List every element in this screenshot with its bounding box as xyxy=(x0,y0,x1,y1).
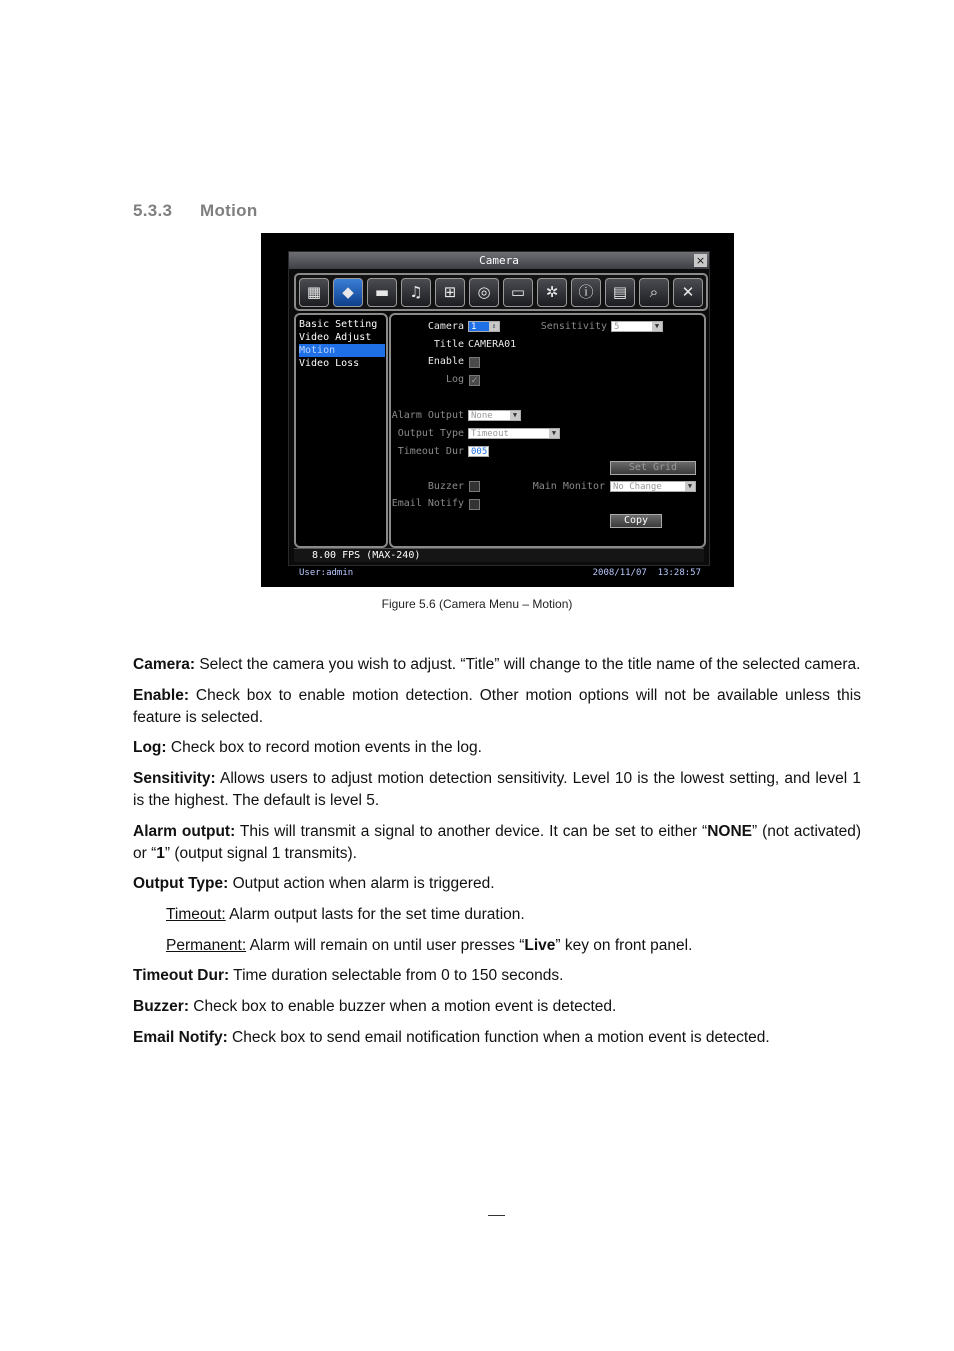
tools-icon[interactable]: ✕ xyxy=(673,278,703,307)
main-monitor-label: Main Monitor xyxy=(532,481,605,492)
output-type-select[interactable] xyxy=(468,428,560,439)
title-value: CAMERA01 xyxy=(468,339,517,350)
spinner-icon: ⇕ xyxy=(489,322,499,331)
main-monitor-select[interactable] xyxy=(610,481,696,492)
desc-buzzer: Check box to enable buzzer when a motion event is detected. xyxy=(188,998,617,1015)
menu-item-video-adjust[interactable]: Video Adjust xyxy=(299,332,372,343)
menu-item-motion[interactable]: Motion xyxy=(299,344,385,357)
term-alarm-output: Alarm output: xyxy=(133,823,236,840)
bold-live: Live xyxy=(524,937,556,954)
buzzer-checkbox[interactable] xyxy=(469,481,480,492)
desc-permanent-1: Alarm will remain on until user presses “ xyxy=(246,937,525,954)
chevron-down-icon: ▼ xyxy=(685,482,695,491)
term-timeout: Timeout: xyxy=(166,906,226,923)
camera-select[interactable] xyxy=(468,321,500,332)
timeout-dur-value: 005 xyxy=(471,447,488,457)
term-email-notify: Email Notify: xyxy=(133,1029,228,1046)
chevron-down-icon: ▼ xyxy=(549,429,559,438)
window-titlebar xyxy=(289,252,709,269)
desc-camera: Select the camera you wish to adjust. “Title” will change to the title name of the selected camera. xyxy=(195,656,861,673)
window-title: Camera xyxy=(479,254,519,267)
timeout-dur-input[interactable] xyxy=(468,446,489,457)
log-label: Log xyxy=(445,374,464,385)
paragraph-buzzer xyxy=(133,996,861,1018)
desc-output-type: Output action when alarm is triggered. xyxy=(228,875,495,892)
desc-alarm-output-1: This will transmit a signal to another device. It can be set to either “ xyxy=(235,823,708,840)
desc-sensitivity: Allows users to adjust motion detection sensitivity. Level 10 is the lowest setting, and level 1 is the highest. The default is level 5. xyxy=(133,770,861,809)
bottom-info-bar xyxy=(288,566,708,580)
enable-checkbox[interactable] xyxy=(469,357,480,368)
alarm-output-value: None xyxy=(471,411,493,421)
output-type-value: Timeout xyxy=(471,429,509,439)
log-icon[interactable]: ▤ xyxy=(605,278,635,307)
paragraph-alarm-output xyxy=(133,821,861,865)
title-label: Title xyxy=(433,339,464,350)
term-buzzer: Buzzer: xyxy=(133,998,189,1015)
paragraph-enable xyxy=(133,685,861,729)
menu-toolbar xyxy=(294,273,708,311)
log-checkbox[interactable]: ✓ xyxy=(470,375,479,385)
camera-submenu xyxy=(294,313,388,548)
paragraph-sensitivity xyxy=(133,768,861,812)
alarm-bell-icon[interactable]: ♫ xyxy=(401,278,431,307)
desc-alarm-output-3: ” (output signal 1 transmits). xyxy=(164,845,357,862)
desc-log: Check box to record motion events in the log. xyxy=(166,739,482,756)
network-icon[interactable]: ⊞ xyxy=(435,278,465,307)
paragraph-camera xyxy=(133,654,861,676)
desc-permanent-2: ” key on front panel. xyxy=(555,937,693,954)
info-icon[interactable]: ⓘ xyxy=(571,278,601,307)
sensitivity-label: Sensitivity xyxy=(540,321,607,332)
sensitivity-select[interactable] xyxy=(611,321,663,332)
menu-item-basic-setting[interactable]: Basic Setting xyxy=(299,319,378,330)
output-type-label: Output Type xyxy=(397,428,464,439)
alarm-output-label: Alarm Output xyxy=(391,410,464,421)
desc-timeout: Alarm output lasts for the set time duration. xyxy=(225,906,525,923)
datetime-label: 2008/11/07 13:28:57 xyxy=(592,568,701,578)
sensitivity-value: 5 xyxy=(614,322,620,332)
email-notify-checkbox[interactable] xyxy=(469,499,480,510)
section-number: 5.3.3 xyxy=(133,201,173,220)
term-output-type: Output Type: xyxy=(133,875,229,892)
email-notify-label: Email Notify xyxy=(391,498,464,509)
search-icon[interactable]: ⌕ xyxy=(639,278,669,307)
alarm-output-select[interactable] xyxy=(468,410,521,421)
main-monitor-value: No Change xyxy=(613,482,662,492)
display-grid-icon[interactable]: ▦ xyxy=(299,278,329,307)
chevron-down-icon: ▼ xyxy=(652,322,662,331)
camera-label: Camera xyxy=(427,321,464,332)
footer-divider xyxy=(488,1215,505,1216)
section-title: Motion xyxy=(200,201,258,220)
desc-enable: Check box to enable motion detection. Other motion options will not be available unless this feature is selected. xyxy=(133,687,861,726)
close-icon[interactable]: × xyxy=(695,254,706,267)
paragraph-permanent xyxy=(166,935,861,957)
user-label: User:admin xyxy=(299,568,354,578)
chevron-down-icon: ▼ xyxy=(510,411,520,420)
term-permanent: Permanent: xyxy=(166,937,247,954)
camera-value: 1 xyxy=(471,322,477,332)
status-bar xyxy=(294,548,704,562)
paragraph-timeout xyxy=(166,904,861,926)
copy-button[interactable]: Copy xyxy=(610,514,662,528)
record-icon[interactable]: ▬ xyxy=(367,278,397,307)
schedule-icon[interactable]: ◎ xyxy=(469,278,499,307)
menu-item-video-loss[interactable]: Video Loss xyxy=(299,358,360,369)
section-heading xyxy=(133,201,258,221)
camera-window xyxy=(288,251,710,566)
term-sensitivity: Sensitivity: xyxy=(133,770,216,787)
monitor-icon[interactable]: ▭ xyxy=(503,278,533,307)
system-gear-icon[interactable]: ✲ xyxy=(537,278,567,307)
term-enable: Enable: xyxy=(133,687,189,704)
motion-settings-panel xyxy=(389,313,706,548)
term-camera: Camera: xyxy=(133,656,196,673)
desc-timeout-dur: Time duration selectable from 0 to 150 seconds. xyxy=(229,967,564,984)
bold-none: NONE xyxy=(707,823,753,840)
camera-icon[interactable]: ◆ xyxy=(333,278,363,307)
paragraph-timeout-dur xyxy=(133,965,861,987)
bold-one: 1 xyxy=(156,845,165,862)
paragraph-output-type xyxy=(133,873,861,895)
enable-label: Enable xyxy=(427,356,464,367)
fps-status: 8.00 FPS (MAX-240) xyxy=(312,550,421,561)
figure-caption: Figure 5.6 (Camera Menu – Motion) xyxy=(381,597,573,611)
desc-email-notify: Check box to send email notification function when a motion event is detected. xyxy=(227,1029,770,1046)
term-timeout-dur: Timeout Dur: xyxy=(133,967,230,984)
set-grid-button[interactable]: Set Grid xyxy=(610,461,696,475)
term-log: Log: xyxy=(133,739,167,756)
paragraph-email-notify xyxy=(133,1027,861,1049)
camera-menu-screenshot xyxy=(261,233,734,587)
paragraph-log xyxy=(133,737,861,759)
desc-alarm-output-2: ” (not activated) or “ xyxy=(133,823,861,862)
timeout-dur-label: Timeout Dur xyxy=(397,446,464,457)
buzzer-label: Buzzer xyxy=(427,481,464,492)
